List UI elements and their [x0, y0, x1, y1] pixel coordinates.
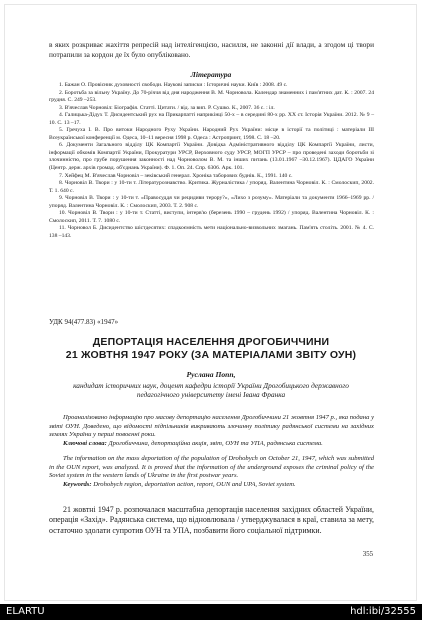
article-title-line: ДЕПОРТАЦІЯ НАСЕЛЕННЯ ДРОГОБИЧЧИНИ: [92, 336, 330, 348]
reference-item: 1. Бажан О. Провісник духовності свободи. Наукові записки : Історичні науки. Київ : 2008. 49 с.: [59, 82, 288, 88]
reference-item: 8. Чорновіл В. Твори : у 10-ти т. Літературознавство. Критика. Журналістика / упоряд. Валентина Чорновіл. К. : Смолоскип, 2002. Т. 1. 640 с.: [49, 180, 374, 194]
reference-item: 2. Боротьба за вільну Україну. До 70-річчя від дня народження В. М. Чорновола. Календар знаменних і пам'ятних дат. К. : 2007. 24 грудня. С. 249 –253.: [49, 89, 374, 104]
article-title-line: 21 ЖОВТНЯ 1947 РОКУ (ЗА МАТЕРІАЛАМИ ЗВІТУ ОУН): [65, 349, 357, 361]
reference-item: 9. Чорновіл В. Твори : у 10-ти т. «Правосуддя чи рецидиви терору?», «Лихо з розуму». Матеріали та документи 1966–1969 рр. / упоряд. Валентина Чорновіл. К. : Смолоскип, 2003. Т. 2. 908 с.: [49, 195, 374, 209]
repository-watermark: ELARTU: [6, 606, 45, 617]
abstract-ukrainian: [49, 414, 374, 448]
page-number: 355: [362, 551, 373, 558]
keywords-label: Ключові слова:: [63, 439, 107, 447]
abstract-text: Проаналізовано інформацію про масову депортацію населення Дрогобиччини 21 жовтня 1947 р., яка подана у звіті ОУН. Доведено, що відомості підпільників викривають злочинну політику радянської системи на західних землях України у перші повоєнні роки.: [49, 414, 374, 439]
keywords-label: Keywords:: [63, 480, 92, 488]
reference-item: 5. Гречуха І. В. Про витоки Народного Руху України. Народний Рух України: місце в історії та політиці : матеріали III Всеукраїнської конференції м. Одеса, 10–11 вересня 1998 р. Одеса : Астропринт, 1998. С. 18 –20.: [49, 127, 374, 141]
body-text: 21 жовтні 1947 р. розпочалася масштабна депортація населення західних областей України, операція «Захід». Радянська система, що відновлювала / утверджувалася в краї, ставила за мету, остаточно здолати супротив ОУН та УПА, позбавити його соціальної підтримки.: [49, 505, 374, 535]
keywords-text: Дрогобиччина, депортаційна акція, звіт, ОУН та УПА, радянська система.: [106, 439, 323, 447]
reference-item: 3. В'ячеслав Чорновіл: Біографія. Статті. Цитати. / від. за вип. Р. Сушко. К., 2007. 36 с. : іл.: [59, 104, 275, 111]
keywords-line: [49, 440, 374, 449]
reference-item: 11. Чорновол Б. Дисидентство шістдесятих: спадкоємність мети національно-визвольних змагань. Пам'ять століть. 2001. № 4. С. 138 –143.: [49, 225, 374, 239]
author-affiliation: кандидат історичних наук, доцент кафедри історії України Дрогобицького державного педагогічного університету імені Івана Франка: [73, 381, 349, 400]
author-name: Руслана Попп,: [186, 370, 236, 379]
abstract-text: The information on the mass deportation of the population of Drohobych on October 21, 1947, which was submitted in the OUN report, was analyzed. It is proved that the information of the underground exposes the criminal policy of the Soviet system in the western lands of Ukraine in the first postwar years.: [49, 455, 374, 480]
reference-list: [49, 82, 374, 240]
repository-footer-bar: [0, 604, 422, 620]
keywords-line: [49, 481, 374, 490]
keywords-text: Drohobych region, deportation action, report, OUN and UPA, Soviet system.: [91, 480, 296, 488]
article-title: [40, 336, 382, 362]
handle-watermark: hdl:ibi/32555: [350, 606, 416, 617]
body-paragraph: [49, 505, 374, 536]
reference-item: 7. Хейфец М. В'ячеслав Чорновіл – зеківський генерал. Хроніка таборових буднів. К., 1991. 140 с.: [59, 172, 293, 179]
reference-item: 10. Чорновіл В. Твори : у 10-ти т. Статті, виступи, інтерв'ю (березень 1990 – грудень 1992) / упоряд. Валентина Чорновіл. К. : Смолоскип, 2011. Т. 7. 1080 с.: [49, 210, 374, 224]
reference-item: 4. Галицька-Дідух Т. Дисидентський рух на Прикарпатті наприкінці 50-х – в середині 80-х рр. ХХ ст. Історія України. 2012. № 9 –10. С. 13 –17.: [49, 112, 374, 126]
literature-heading: Література: [190, 70, 232, 79]
udc-code: УДК 94(477.83) «1947»: [49, 318, 119, 326]
intro-paragraph: в яких розкриває жахіття репресій над інтелігенцією, насилля, не законні дії влади, а згодом ці твори потрапили за кордон де їх було опубліковано.: [49, 40, 374, 59]
reference-item: 6. Документи Загального відділу ЦК Компартії України. Довідка Адміністративного відділу ЦК Компартії України, листи, інформації обкомів Компартії України, Прокуратури УРСР, Верховного суду УРСР, МОГП УРСР – про проведені заходи боротьби зі злочинністю, про грубе порушення законності над Чорноволом В. М. та інших питань (13.01.1967 –30.12.1967). ЦДАГО України (Центр. держ. архів громад. об'єднань України). Ф. 1. Оп. 24. Спр. 6306. Арк. 101.: [49, 142, 374, 172]
abstract-english: [49, 455, 374, 489]
